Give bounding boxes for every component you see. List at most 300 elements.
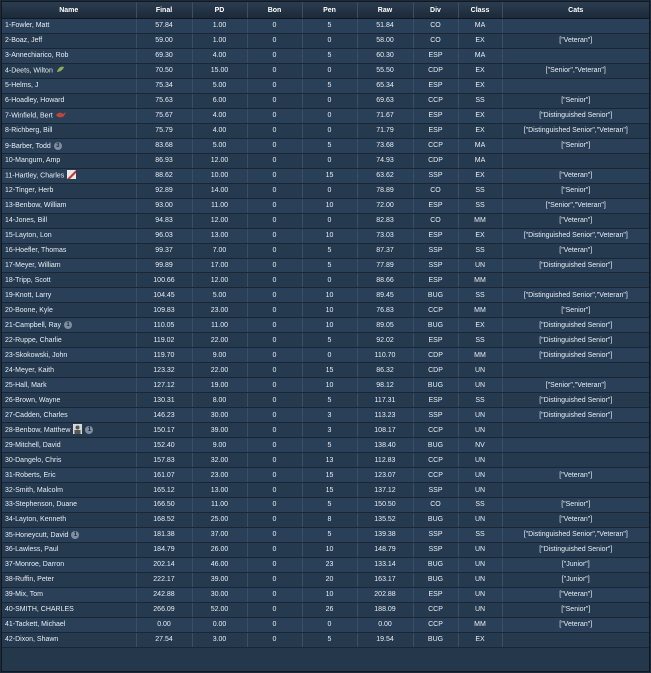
col-header-div[interactable]: Div: [413, 2, 458, 19]
name-cell: [2, 408, 136, 423]
col-header-bon[interactable]: Bon: [247, 2, 302, 19]
table-row[interactable]: [2, 632, 649, 647]
table-row[interactable]: [2, 557, 649, 572]
cats-cell: ["Senior"]: [502, 138, 649, 153]
pd-cell: 26.00: [192, 542, 247, 557]
final-cell: 94.83: [136, 213, 192, 228]
cats-cell: ["Distinguished Senior"]: [502, 393, 649, 408]
raw-cell: 110.70: [357, 348, 413, 363]
name-cell: [2, 498, 136, 513]
table-row[interactable]: [2, 333, 649, 348]
bon-cell: 0: [247, 438, 302, 453]
cats-cell: [502, 363, 649, 378]
col-header-class[interactable]: Class: [458, 2, 502, 19]
div-cell: SSP: [413, 483, 458, 498]
pd-cell: 46.00: [192, 557, 247, 572]
pd-cell: 4.00: [192, 48, 247, 63]
table-row[interactable]: [2, 138, 649, 153]
name-cell: [2, 123, 136, 138]
final-cell: 184.79: [136, 542, 192, 557]
div-cell: CCP: [413, 138, 458, 153]
div-cell: BUG: [413, 438, 458, 453]
bon-cell: 0: [247, 288, 302, 303]
bon-cell: 0: [247, 48, 302, 63]
div-cell: SSP: [413, 527, 458, 542]
cats-cell: ["Junior"]: [502, 572, 649, 587]
competitor-name: 36-Lawless, Paul: [5, 546, 59, 554]
pen-cell: 10: [302, 198, 357, 213]
flag-icon: [67, 170, 76, 181]
table-row[interactable]: [2, 78, 649, 93]
pen-cell: 5: [302, 48, 357, 63]
final-cell: 146.23: [136, 408, 192, 423]
div-cell: CDP: [413, 63, 458, 78]
cats-cell: ["Veteran"]: [502, 213, 649, 228]
div-cell: CDP: [413, 363, 458, 378]
table-row[interactable]: [2, 617, 649, 632]
cats-cell: ["Veteran"]: [502, 468, 649, 483]
table-row[interactable]: [2, 288, 649, 303]
class-cell: UN: [458, 423, 502, 438]
final-cell: 75.67: [136, 108, 192, 123]
div-cell: ESP: [413, 123, 458, 138]
class-cell: SS: [458, 393, 502, 408]
pen-cell: 5: [302, 258, 357, 273]
bon-cell: 0: [247, 243, 302, 258]
class-cell: UN: [458, 378, 502, 393]
pen-cell: 13: [302, 453, 357, 468]
pen-cell: 10: [302, 378, 357, 393]
table-row[interactable]: [2, 33, 649, 48]
raw-cell: 112.83: [357, 453, 413, 468]
bon-cell: 0: [247, 423, 302, 438]
name-cell: [2, 348, 136, 363]
class-cell: UN: [458, 587, 502, 602]
raw-cell: 73.03: [357, 228, 413, 243]
table-row[interactable]: [2, 423, 649, 438]
div-cell: ESP: [413, 198, 458, 213]
bon-cell: 0: [247, 78, 302, 93]
table-row[interactable]: [2, 258, 649, 273]
final-cell: 99.37: [136, 243, 192, 258]
table-row[interactable]: [2, 512, 649, 527]
bon-cell: 0: [247, 572, 302, 587]
class-cell: UN: [458, 468, 502, 483]
cats-cell: [502, 153, 649, 168]
div-cell: ESP: [413, 333, 458, 348]
table-row[interactable]: [2, 453, 649, 468]
col-header-final[interactable]: Final: [136, 2, 192, 19]
cats-cell: [502, 48, 649, 63]
pd-cell: 12.00: [192, 273, 247, 288]
raw-cell: 65.34: [357, 78, 413, 93]
pen-cell: 5: [302, 138, 357, 153]
table-row[interactable]: [2, 438, 649, 453]
raw-cell: 73.68: [357, 138, 413, 153]
name-cell: [2, 632, 136, 647]
bon-cell: 0: [247, 123, 302, 138]
bon-cell: 0: [247, 498, 302, 513]
pen-cell: 0: [302, 348, 357, 363]
table-row[interactable]: [2, 483, 649, 498]
table-row[interactable]: [2, 63, 649, 78]
count-badge[interactable]: 1: [85, 426, 93, 434]
final-cell: 57.84: [136, 19, 192, 34]
bon-cell: 0: [247, 408, 302, 423]
cats-cell: ["Senior","Veteran"]: [502, 63, 649, 78]
table-row[interactable]: [2, 602, 649, 617]
cats-cell: ["Distinguished Senior"]: [502, 333, 649, 348]
cats-cell: ["Veteran"]: [502, 243, 649, 258]
pen-cell: 15: [302, 468, 357, 483]
final-cell: 150.17: [136, 423, 192, 438]
div-cell: ESP: [413, 393, 458, 408]
div-cell: CCP: [413, 468, 458, 483]
class-cell: UN: [458, 572, 502, 587]
class-cell: EX: [458, 228, 502, 243]
cats-cell: ["Distinguished Senior","Veteran"]: [502, 527, 649, 542]
div-cell: ESP: [413, 587, 458, 602]
count-badge[interactable]: 1: [71, 531, 79, 539]
name-cell: [2, 572, 136, 587]
bon-cell: 0: [247, 632, 302, 647]
table-row[interactable]: [2, 19, 649, 34]
final-cell: 83.68: [136, 138, 192, 153]
div-cell: CO: [413, 183, 458, 198]
competitor-name: 2-Boaz, Jeff: [5, 37, 43, 45]
raw-cell: 188.09: [357, 602, 413, 617]
col-header-pen[interactable]: Pen: [302, 2, 357, 19]
raw-cell: 69.63: [357, 93, 413, 108]
raw-cell: 88.66: [357, 273, 413, 288]
final-cell: 109.83: [136, 303, 192, 318]
pen-cell: 5: [302, 632, 357, 647]
table-row[interactable]: [2, 153, 649, 168]
raw-cell: 77.89: [357, 258, 413, 273]
raw-cell: 76.83: [357, 303, 413, 318]
pen-cell: 20: [302, 572, 357, 587]
class-cell: MM: [458, 273, 502, 288]
raw-cell: 135.52: [357, 512, 413, 527]
div-cell: ESP: [413, 228, 458, 243]
bon-cell: 0: [247, 318, 302, 333]
raw-cell: 89.05: [357, 318, 413, 333]
pd-cell: 0.00: [192, 617, 247, 632]
competitor-name: 39-Mix, Tom: [5, 591, 43, 599]
table-row[interactable]: [2, 468, 649, 483]
cats-cell: ["Senior"]: [502, 602, 649, 617]
competitor-name: 27-Cadden, Charles: [5, 411, 68, 419]
table-row[interactable]: [2, 572, 649, 587]
col-header-raw[interactable]: Raw: [357, 2, 413, 19]
competitor-name: 29-Mitchell, David: [5, 441, 61, 449]
raw-cell: 51.84: [357, 19, 413, 34]
competitor-name: 19-Knott, Larry: [5, 291, 52, 299]
name-cell: [2, 198, 136, 213]
competitor-name: 10-Mangum, Amp: [5, 157, 61, 165]
class-cell: SS: [458, 288, 502, 303]
cats-cell: [502, 273, 649, 288]
raw-cell: 72.00: [357, 198, 413, 213]
class-cell: UN: [458, 557, 502, 572]
name-cell: [2, 602, 136, 617]
pen-cell: 10: [302, 542, 357, 557]
cats-cell: [502, 19, 649, 34]
final-cell: 0.00: [136, 617, 192, 632]
table-row[interactable]: [2, 542, 649, 557]
final-cell: 266.09: [136, 602, 192, 617]
name-cell: [2, 168, 136, 183]
bon-cell: 0: [247, 273, 302, 288]
pd-cell: 17.00: [192, 258, 247, 273]
raw-cell: 92.02: [357, 333, 413, 348]
div-cell: CCP: [413, 453, 458, 468]
name-cell: [2, 228, 136, 243]
final-cell: 123.32: [136, 363, 192, 378]
pen-cell: 5: [302, 333, 357, 348]
count-badge[interactable]: 1: [64, 321, 72, 329]
competitor-name: 41-Tackett, Michael: [5, 621, 66, 629]
competitor-name: 42-Dixon, Shawn: [5, 636, 59, 644]
competitor-name: 30-Dangelo, Chris: [5, 456, 62, 464]
competitor-name: 9-Barber, Todd: [5, 142, 51, 150]
name-cell: [2, 453, 136, 468]
cats-cell: ["Junior"]: [502, 557, 649, 572]
final-cell: 119.02: [136, 333, 192, 348]
div-cell: CO: [413, 498, 458, 513]
final-cell: 88.62: [136, 168, 192, 183]
div-cell: CO: [413, 33, 458, 48]
final-cell: 104.45: [136, 288, 192, 303]
table-row[interactable]: [2, 168, 649, 183]
table-row[interactable]: [2, 198, 649, 213]
table-row[interactable]: [2, 393, 649, 408]
competitor-name: 23-Skokowski, John: [5, 351, 68, 359]
div-cell: CO: [413, 19, 458, 34]
bon-cell: 0: [247, 378, 302, 393]
div-cell: ESP: [413, 48, 458, 63]
name-cell: [2, 303, 136, 318]
div-cell: CCP: [413, 617, 458, 632]
cats-cell: [502, 483, 649, 498]
pd-cell: 7.00: [192, 243, 247, 258]
final-cell: 127.12: [136, 378, 192, 393]
class-cell: MM: [458, 617, 502, 632]
class-cell: MA: [458, 48, 502, 63]
bon-cell: 0: [247, 153, 302, 168]
cats-cell: ["Senior","Veteran"]: [502, 378, 649, 393]
table-row[interactable]: [2, 108, 649, 123]
pd-cell: 6.00: [192, 93, 247, 108]
competitor-name: 4-Deets, Wilton: [5, 67, 53, 75]
class-cell: UN: [458, 542, 502, 557]
pen-cell: 5: [302, 243, 357, 258]
bon-cell: 0: [247, 453, 302, 468]
final-cell: 70.50: [136, 63, 192, 78]
name-cell: [2, 258, 136, 273]
div-cell: ESP: [413, 78, 458, 93]
name-cell: [2, 243, 136, 258]
bon-cell: 0: [247, 168, 302, 183]
cats-cell: ["Veteran"]: [502, 587, 649, 602]
competitor-name: 15-Layton, Lon: [5, 232, 52, 240]
bon-cell: 0: [247, 108, 302, 123]
pen-cell: 8: [302, 512, 357, 527]
pd-cell: 11.00: [192, 318, 247, 333]
avatar-icon: [73, 424, 82, 436]
competitor-name: 25-Hall, Mark: [5, 381, 47, 389]
cats-cell: ["Distinguished Senior","Veteran"]: [502, 228, 649, 243]
name-cell: [2, 318, 136, 333]
div-cell: SSP: [413, 243, 458, 258]
pd-cell: 30.00: [192, 408, 247, 423]
class-cell: MA: [458, 19, 502, 34]
final-cell: 59.00: [136, 33, 192, 48]
table-row[interactable]: [2, 498, 649, 513]
cats-cell: ["Senior"]: [502, 93, 649, 108]
pen-cell: 23: [302, 557, 357, 572]
table-row[interactable]: [2, 303, 649, 318]
name-cell: [2, 138, 136, 153]
results-table: [2, 2, 649, 648]
table-row[interactable]: [2, 273, 649, 288]
col-header-cats[interactable]: Cats: [502, 2, 649, 19]
competitor-name: 21-Campbell, Ray: [5, 322, 62, 330]
final-cell: 222.17: [136, 572, 192, 587]
pen-cell: 10: [302, 288, 357, 303]
pd-cell: 5.00: [192, 138, 247, 153]
raw-cell: 108.17: [357, 423, 413, 438]
div-cell: BUG: [413, 512, 458, 527]
pen-cell: 3: [302, 423, 357, 438]
final-cell: 181.38: [136, 527, 192, 542]
table-row[interactable]: [2, 123, 649, 138]
div-cell: ESP: [413, 108, 458, 123]
pd-cell: 15.00: [192, 63, 247, 78]
bon-cell: 0: [247, 228, 302, 243]
final-cell: 99.89: [136, 258, 192, 273]
table-row[interactable]: [2, 348, 649, 363]
table-row[interactable]: [2, 228, 649, 243]
cats-cell: ["Veteran"]: [502, 33, 649, 48]
div-cell: SSP: [413, 258, 458, 273]
cats-cell: ["Distinguished Senior","Veteran"]: [502, 288, 649, 303]
table-row[interactable]: [2, 318, 649, 333]
pen-cell: 3: [302, 408, 357, 423]
table-row[interactable]: [2, 363, 649, 378]
div-cell: ESP: [413, 273, 458, 288]
pen-cell: 0: [302, 63, 357, 78]
class-cell: UN: [458, 453, 502, 468]
table-row[interactable]: [2, 48, 649, 63]
final-cell: 166.50: [136, 498, 192, 513]
name-cell: [2, 288, 136, 303]
bon-cell: 0: [247, 483, 302, 498]
pd-cell: 19.00: [192, 378, 247, 393]
name-cell: [2, 617, 136, 632]
div-cell: BUG: [413, 572, 458, 587]
table-row[interactable]: [2, 213, 649, 228]
class-cell: SS: [458, 198, 502, 213]
col-header-name[interactable]: Name: [2, 2, 136, 19]
competitor-name: 26-Brown, Wayne: [5, 396, 61, 404]
pd-cell: 1.00: [192, 33, 247, 48]
table-row[interactable]: [2, 408, 649, 423]
pen-cell: 15: [302, 483, 357, 498]
bon-cell: 0: [247, 258, 302, 273]
pen-cell: 10: [302, 318, 357, 333]
name-cell: [2, 19, 136, 34]
raw-cell: 113.23: [357, 408, 413, 423]
pd-cell: 10.00: [192, 168, 247, 183]
bon-cell: 0: [247, 512, 302, 527]
raw-cell: 19.54: [357, 632, 413, 647]
col-header-pd[interactable]: PD: [192, 2, 247, 19]
pen-cell: 0: [302, 617, 357, 632]
class-cell: EX: [458, 632, 502, 647]
div-cell: CCP: [413, 93, 458, 108]
class-cell: EX: [458, 318, 502, 333]
class-cell: SS: [458, 93, 502, 108]
pd-cell: 5.00: [192, 288, 247, 303]
bon-cell: 0: [247, 557, 302, 572]
table-row[interactable]: [2, 243, 649, 258]
name-cell: [2, 78, 136, 93]
name-cell: [2, 393, 136, 408]
table-row[interactable]: [2, 378, 649, 393]
pen-cell: 5: [302, 393, 357, 408]
competitor-name: 5-Helms, J: [5, 82, 39, 90]
final-cell: 92.89: [136, 183, 192, 198]
competitor-name: 16-Hoefler, Thomas: [5, 247, 67, 255]
pd-cell: 32.00: [192, 453, 247, 468]
bon-cell: 0: [247, 93, 302, 108]
final-cell: 100.66: [136, 273, 192, 288]
pd-cell: 39.00: [192, 423, 247, 438]
cats-cell: ["Senior"]: [502, 183, 649, 198]
cats-cell: ["Distinguished Senior"]: [502, 318, 649, 333]
name-cell: [2, 378, 136, 393]
cats-cell: ["Senior"]: [502, 303, 649, 318]
div-cell: BUG: [413, 288, 458, 303]
competitor-name: 35-Honeycutt, David: [5, 531, 69, 539]
raw-cell: 55.50: [357, 63, 413, 78]
class-cell: UN: [458, 258, 502, 273]
class-cell: UN: [458, 363, 502, 378]
cats-cell: ["Veteran"]: [502, 617, 649, 632]
pd-cell: 30.00: [192, 587, 247, 602]
pd-cell: 11.00: [192, 498, 247, 513]
pen-cell: 0: [302, 123, 357, 138]
table-row[interactable]: [2, 183, 649, 198]
competitor-name: 40-SMITH, CHARLES: [5, 606, 74, 614]
competitor-name: 1-Fowler, Matt: [5, 22, 50, 30]
bon-cell: 0: [247, 468, 302, 483]
bon-cell: 0: [247, 527, 302, 542]
name-cell: [2, 333, 136, 348]
table-row[interactable]: [2, 527, 649, 542]
pd-cell: 9.00: [192, 438, 247, 453]
pen-cell: 0: [302, 108, 357, 123]
pen-cell: 10: [302, 587, 357, 602]
pd-cell: 25.00: [192, 512, 247, 527]
table-row[interactable]: [2, 93, 649, 108]
count-badge[interactable]: 3: [54, 142, 62, 150]
div-cell: CDP: [413, 153, 458, 168]
pen-cell: 15: [302, 168, 357, 183]
pd-cell: 11.00: [192, 198, 247, 213]
table-row[interactable]: [2, 587, 649, 602]
